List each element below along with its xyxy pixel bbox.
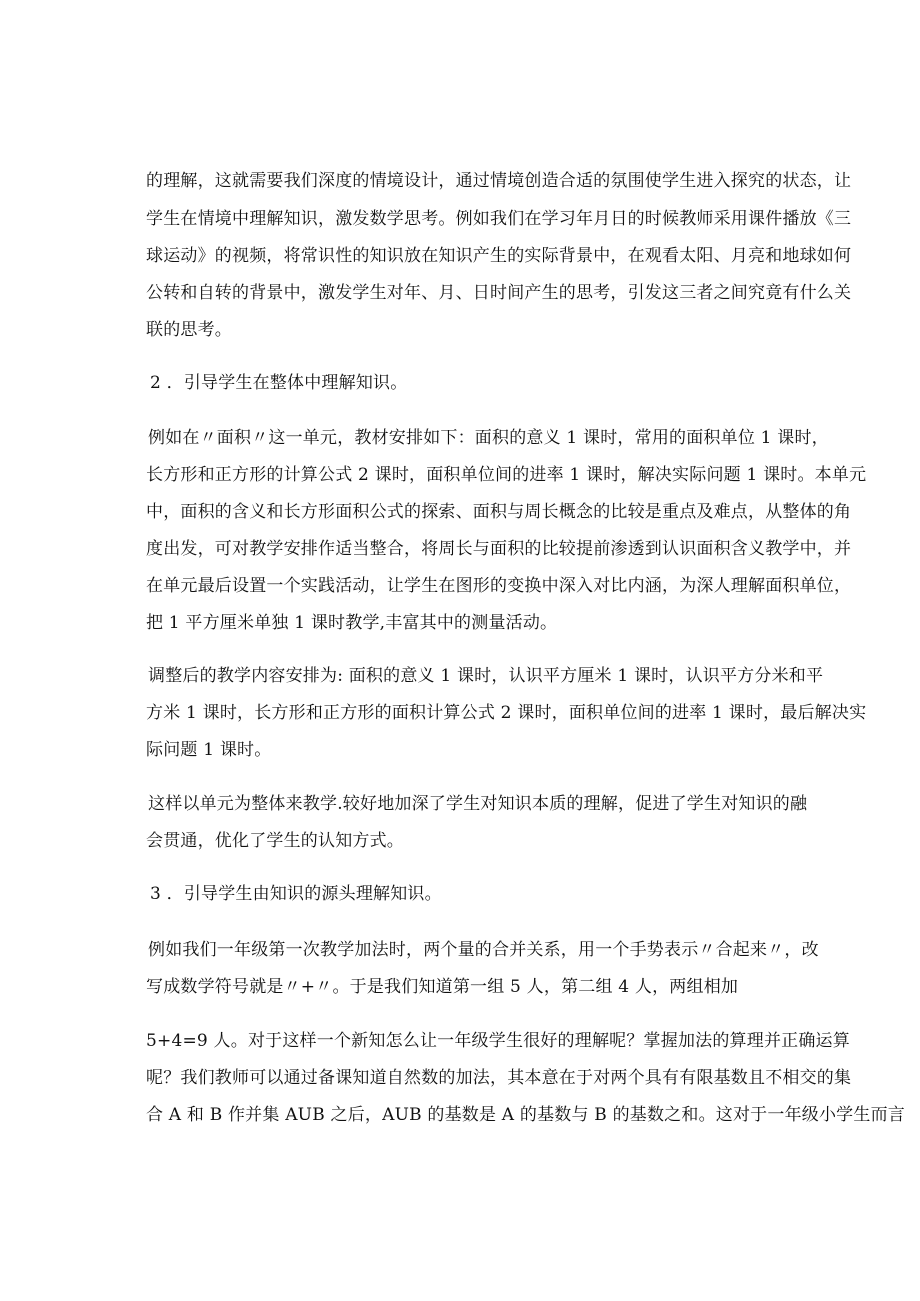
paragraph-line: 把 1 平方厘米单独 1 课时教学,丰富其中的测量活动。 <box>146 613 558 633</box>
paragraph-line: 际问题 1 课时。 <box>146 740 272 760</box>
paragraph-line: 5+4=9 人。对于这样一个新知怎么让一年级学生很好的理解呢？掌握加法的算理并正确运算 <box>146 1031 850 1051</box>
paragraph-line: 例如我们一年级第一次教学加法时，两个量的合并关系，用一个手势表示〃合起来〃，改 <box>148 940 819 960</box>
paragraph-line: 联的思考。 <box>146 320 232 340</box>
paragraph-line: 球运动》的视频，将常识性的知识放在知识产生的实际背景中，在观看太阳、月亮和地球如何 <box>146 246 852 266</box>
section-heading: 2 ．引导学生在整体中理解知识。 <box>150 373 408 393</box>
paragraph-line: 中，面积的含义和长方形面积公式的探索、面积与周长概念的比较是重点及难点，从整体的角 <box>146 502 852 522</box>
paragraph-line: 长方形和正方形的计算公式 2 课时，面积单位间的进率 1 课时，解决实际问题 1 课时。本单元 <box>146 465 867 485</box>
paragraph-line: 学生在情境中理解知识，激发数学思考。例如我们在学习年月日的时候教师采用课件播放《三 <box>146 209 852 229</box>
paragraph-line: 写成数学符号就是〃+〃。于是我们知道第一组 5 人，第二组 4 人，两组相加 <box>146 977 739 997</box>
paragraph-line: 这样以单元为整体来教学.较好地加深了学生对知识本质的理解，促进了学生对知识的融 <box>148 794 808 814</box>
paragraph-line: 呢？我们教师可以通过备课知道自然数的加法，其本意在于对两个具有有限基数且不相交的集 <box>146 1068 852 1088</box>
paragraph-line: 例如在〃面积〃这一单元，教材安排如下：面积的意义 1 课时，常用的面积单位 1 课时， <box>148 428 829 448</box>
paragraph-line: 合 A 和 B 作并集 AUB 之后，AUB 的基数是 A 的基数与 B 的基数之和。这对于一年级小学生而言 <box>146 1105 905 1125</box>
section-heading: 3 ．引导学生由知识的源头理解知识。 <box>150 884 442 904</box>
paragraph-line: 调整后的教学内容安排为: 面积的意义 1 课时，认识平方厘米 1 课时，认识平方分米和平 <box>148 666 824 686</box>
paragraph-line: 会贯通，优化了学生的认知方式。 <box>146 831 404 851</box>
paragraph-line: 在单元最后设置一个实践活动，让学生在图形的变换中深入对比内涵，为深人理解面积单位， <box>146 576 852 596</box>
paragraph-line: 度出发，可对教学安排作适当整合，将周长与面积的比较提前渗透到认识面积含义教学中，并 <box>146 539 852 559</box>
paragraph-line: 的理解，这就需要我们深度的情境设计，通过情境创造合适的氛围使学生进入探究的状态，让 <box>146 171 852 191</box>
paragraph-line: 公转和自转的背景中，激发学生对年、月、日时间产生的思考，引发这三者之间究竟有什么关 <box>146 283 852 303</box>
paragraph-line: 方米 1 课时，长方形和正方形的面积计算公式 2 课时，面积单位间的进率 1 课时，最后解决实 <box>146 703 867 723</box>
